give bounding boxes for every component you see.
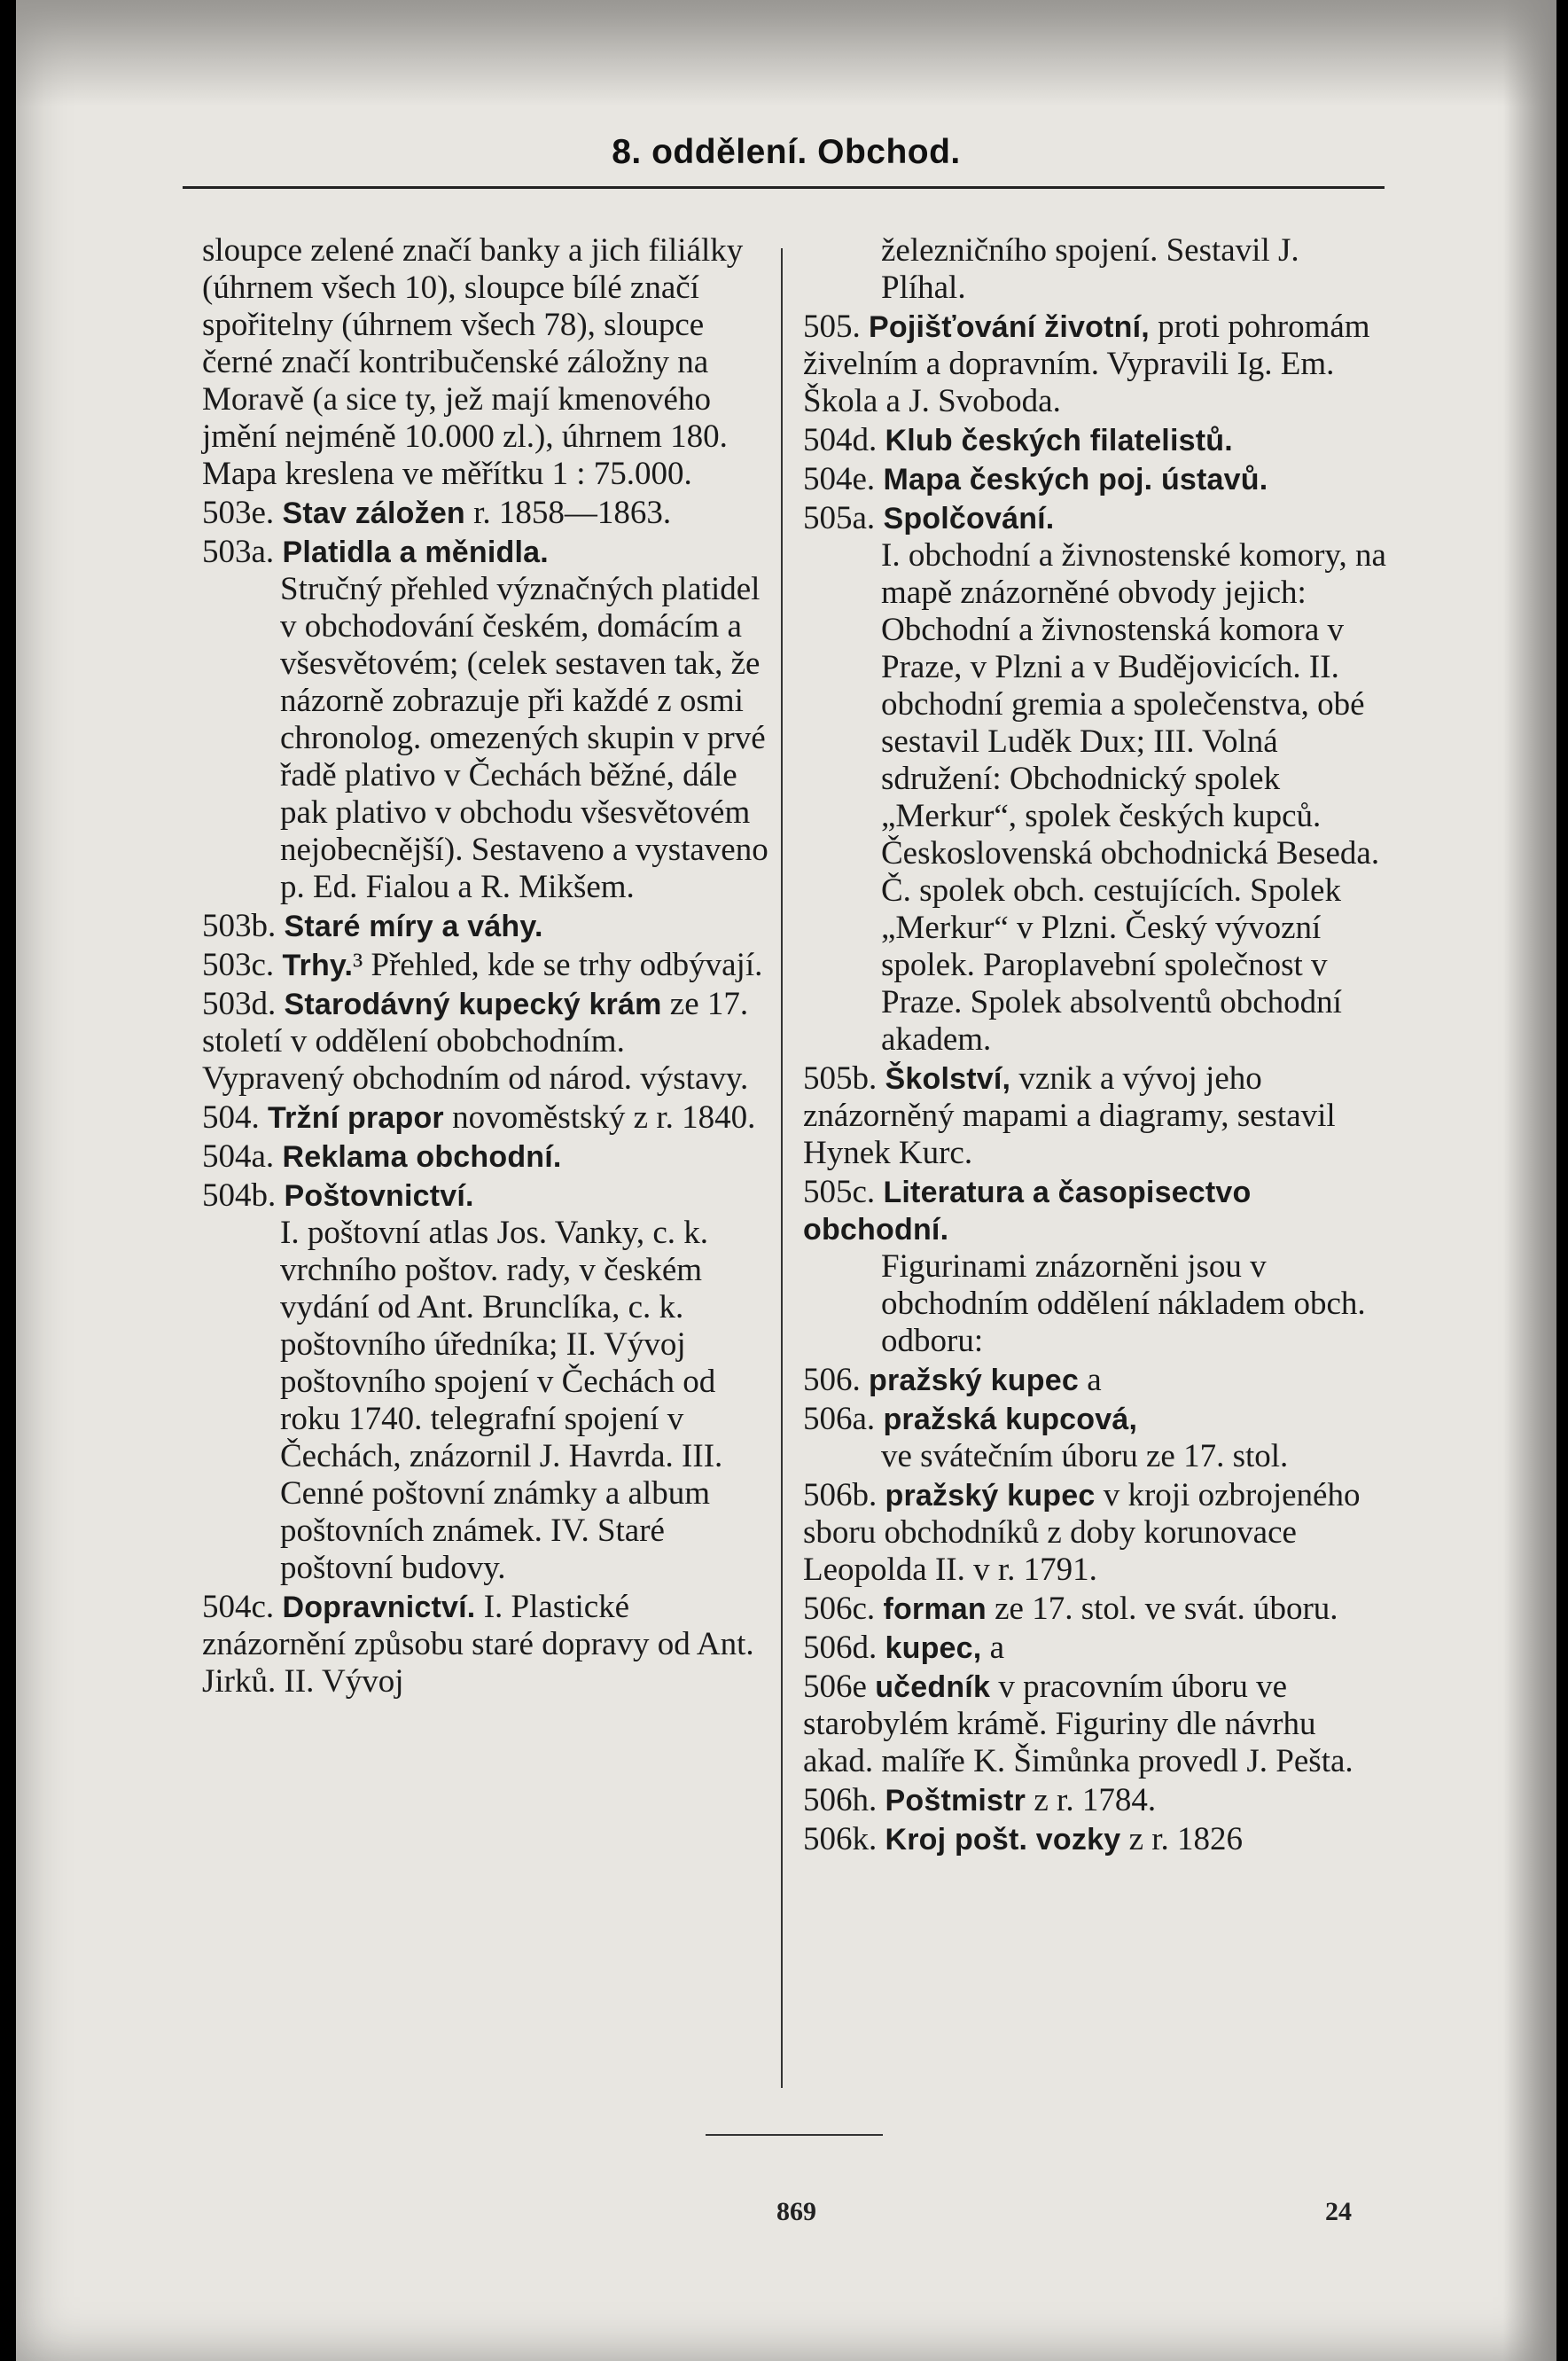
entry: 503d. Starodávný kupecký krám ze 17. století v oddělení obobchodním. Vypravený obchodním od národ. výstavy. xyxy=(202,986,749,1097)
entry: 504e. Mapa českých poj. ústavů. xyxy=(803,461,1268,497)
entry: 503e. Stav záložen r. 1858—1863. xyxy=(202,495,672,531)
entry: 506d. kupec, a xyxy=(803,1630,1005,1666)
entry: železničního spojení. Sestavil J. Plíhal. xyxy=(881,232,1299,306)
entry: 506h. Poštmistr z r. 1784. xyxy=(803,1782,1157,1818)
entry: 506. pražský kupec a xyxy=(803,1362,1102,1398)
entry: 506e učedník v pracovním úboru ve starobylém krámě. Figuriny dle návrhu akad. malíře K. Šimůnka provedl J. Pešta. xyxy=(803,1669,1353,1779)
column-divider xyxy=(781,248,783,2088)
entry: 503b. Staré míry a váhy. xyxy=(202,908,543,944)
entry: sloupce zelené značí banky a jich filiálky (úhrnem všech 10), sloupce bílé značí spořitelny (úhrnem všech 78), sloupce černé značí kontribučenské záložny na Moravě (a sice ty, jež mají kmenového jmění nejméně 10.000 zl.), úhrnem 180. Mapa kreslena ve měřítku 1 : 75.000. xyxy=(202,232,744,492)
entry: 504c. Dopravnictví. I. Plastické znázornění způsobu staré dopravy od Ant. Jirků. II. Vývoj xyxy=(202,1589,754,1700)
right-column xyxy=(803,232,1388,1860)
entry: 506a. pražská kupcová, ve svátečním úboru ze 17. stol. xyxy=(803,1401,1289,1474)
book-page xyxy=(16,0,1556,2361)
page-number: 869 xyxy=(776,2197,816,2226)
header-rule xyxy=(183,186,1385,189)
entry: 505. Pojišťování životní, proti pohromám živelním a dopravním. Vypravili Ig. Em. Škola a J. Svoboda. xyxy=(803,309,1370,419)
entry: 503c. Trhy.³ Přehled, kde se trhy odbývají. xyxy=(202,947,763,983)
entry: 505c. Literatura a časopisectvo obchodní. Figurinami znázorněni jsou v obchodním oddělení nákladem obch. odboru: xyxy=(803,1174,1366,1359)
entry: 503a. Platidla a měnidla. Stručný přehled význačných platidel v obchodování českém, domácím a všesvětovém; (celek sestaven tak, že názorně zobrazuje při každé z osmi chronolog. omezených skupin v prvé řadě plativo v Čechách běžné, dále pak plativo v obchodu všesvětovém nejobecnější). Sestaveno a vystaveno p. Ed. Fialou a R. Mikšem. xyxy=(202,534,768,905)
entry: 506c. forman ze 17. stol. ve svát. úboru. xyxy=(803,1591,1338,1627)
entry: 506b. pražský kupec v kroji ozbrojeného sboru obchodníků z doby korunovace Leopolda II. v r. 1791. xyxy=(803,1477,1361,1588)
entry: 504a. Reklama obchodní. xyxy=(202,1138,562,1175)
entry: 504b. Poštovnictví. I. poštovní atlas Jos. Vanky, c. k. vrchního poštov. rady, v českém vydání od Ant. Brunclíka, c. k. poštovního úředníka; II. Vývoj poštovního spojení v Čechách od roku 1740. telegrafní spojení v Čechách, znázornil J. Havrda. III. Cenné poštovní známky a album poštovních známek. IV. Staré poštovní budovy. xyxy=(202,1177,723,1586)
entry: 506k. Kroj pošt. vozky z r. 1826 xyxy=(803,1821,1244,1857)
entry: 504. Tržní prapor novoměstský z r. 1840. xyxy=(202,1099,756,1136)
entry: 505b. Školství, vznik a vývoj jeho znázorněný mapami a diagramy, sestavil Hynek Kurc. xyxy=(803,1060,1336,1171)
footer-rule xyxy=(706,2134,883,2136)
entry: 504d. Klub českých filatelistů. xyxy=(803,422,1233,458)
page-header: 8. oddělení. Obchod. xyxy=(612,133,961,171)
left-column xyxy=(202,232,769,1702)
entry: 505a. Spolčování. I. obchodní a živnostenské komory, na mapě znázorněné obvody jejich: Obchodní a živnostenská komora v Praze, v Plzni a v Budějovicích. II. obchodní gremia a společenstva, obé sestavil Luděk Dux; III. Volná sdružení: Obchodnický spolek „Merkur“, spolek českých kupců. Československá obchodnická Beseda. Č. spolek obch. cestujících. Spolek „Merkur“ v Plzni. Český vývozní spolek. Paroplavební společnost v Praze. Spolek absolventů obchodní akadem. xyxy=(803,500,1386,1058)
signature-mark: 24 xyxy=(1325,2197,1352,2226)
